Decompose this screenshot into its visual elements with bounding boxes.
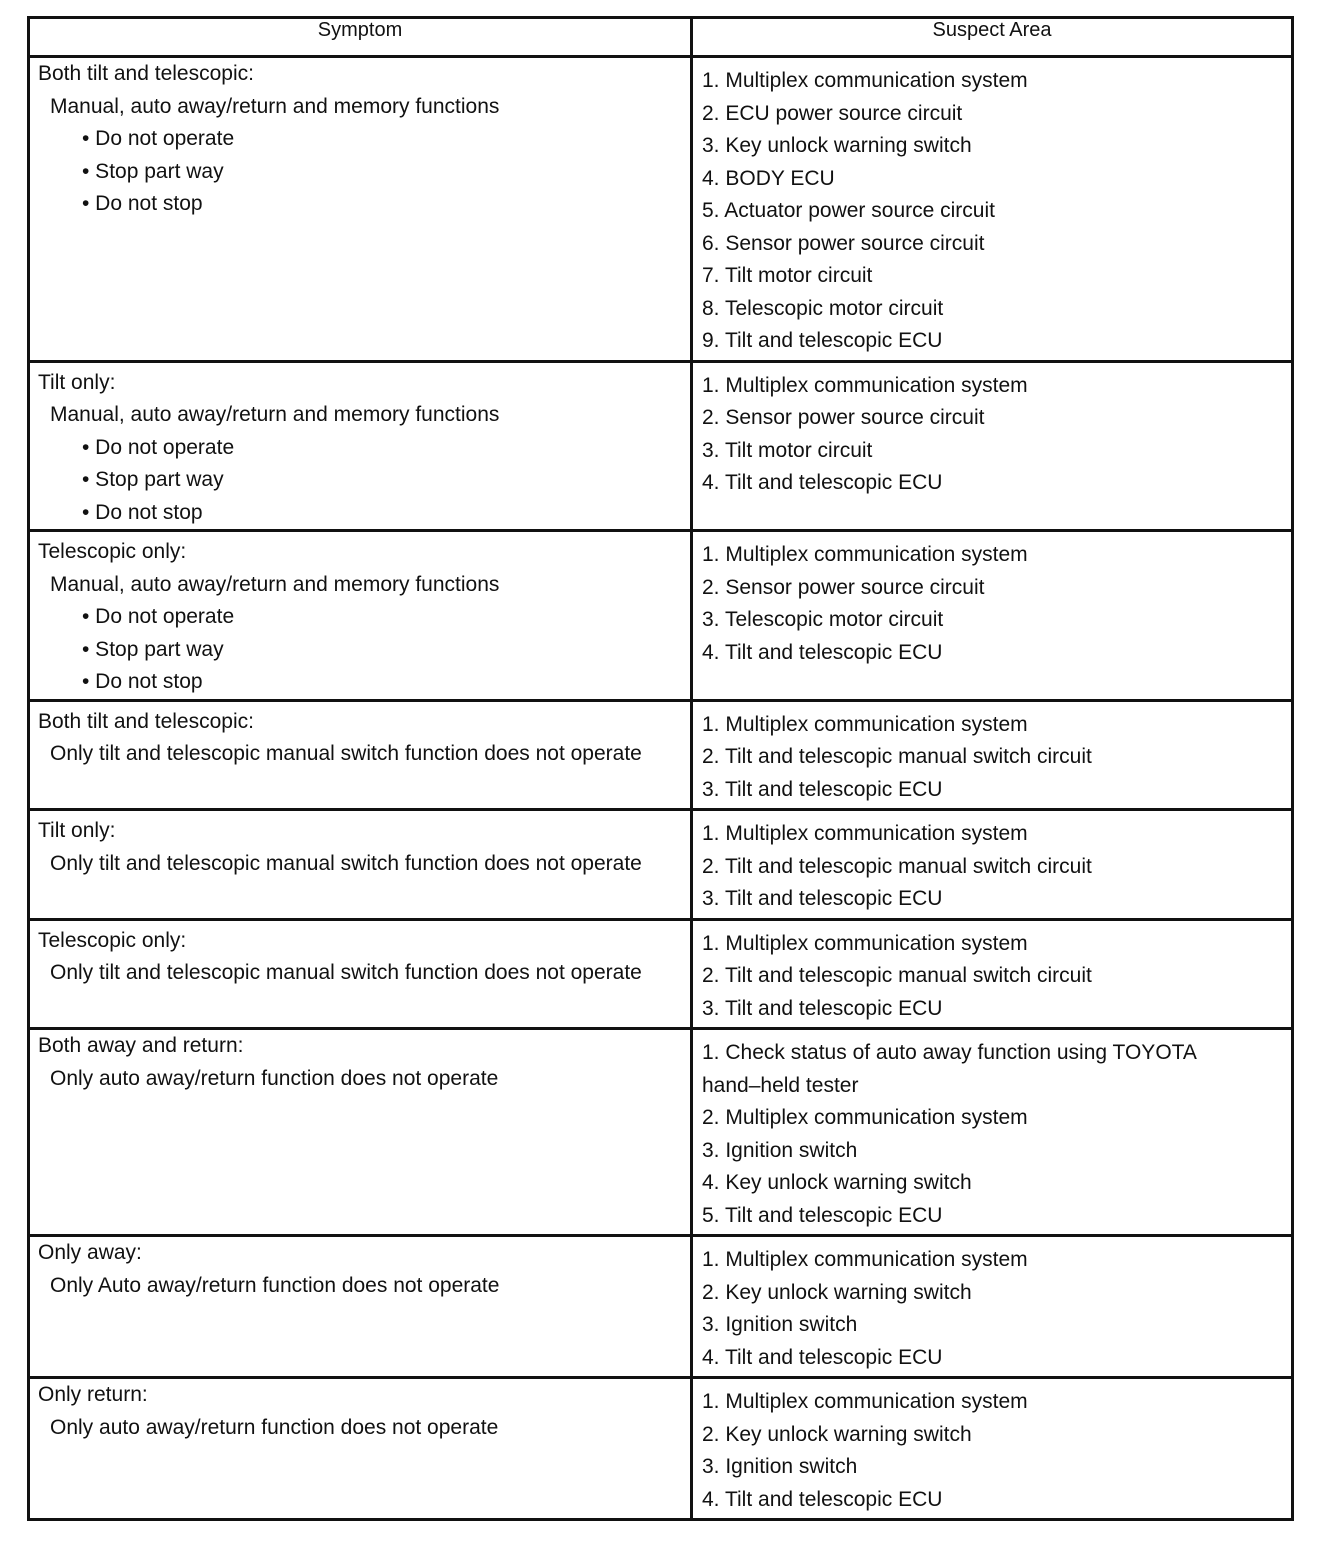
suspect-item: 1. Check status of auto away function using TOYOTA [702, 1041, 1197, 1064]
suspect-item: 2. Multiplex communication system [702, 1106, 1028, 1129]
suspect-item: 3. Key unlock warning switch [702, 134, 972, 157]
suspect-item: 4. Tilt and telescopic ECU [702, 1487, 943, 1511]
suspect-item: 1. Multiplex communication system [702, 822, 1028, 845]
suspect-item: 4. Key unlock warning switch [702, 1171, 972, 1194]
symptom-bullet: • Do not stop [82, 500, 203, 524]
table-row [29, 531, 1293, 701]
symptom-bullet: • Stop part way [82, 159, 224, 183]
suspect-item: 1. Multiplex communication system [702, 1248, 1028, 1271]
symptom-heading: Both tilt and telescopic: [38, 62, 254, 85]
suspect-item: 2. Sensor power source circuit [702, 575, 985, 599]
suspect-item: 9. Tilt and telescopic ECU [702, 329, 943, 352]
table-row [29, 361, 1293, 531]
suspect-item: 8. Telescopic motor circuit [702, 296, 944, 320]
suspect-area-cell [692, 531, 1293, 701]
symptom-heading: Only away: [38, 1241, 142, 1264]
suspect-area-cell [692, 810, 1293, 920]
suspect-item: 2. Tilt and telescopic manual switch circuit [702, 745, 1092, 768]
table-row [29, 919, 1293, 1029]
suspect-area-cell [692, 700, 1293, 810]
symptom-description: Manual, auto away/return and memory functions [50, 94, 500, 118]
symptom-description: Only auto away/return function does not operate [50, 1066, 499, 1090]
suspect-item: 2. Key unlock warning switch [702, 1280, 972, 1304]
symptom-heading: Telescopic only: [38, 928, 187, 952]
symptom-cell [29, 810, 692, 920]
symptom-heading: Telescopic only: [38, 540, 187, 563]
table-row [29, 810, 1293, 920]
suspect-item: 1. Multiplex communication system [702, 69, 1028, 92]
suspect-item: 6. Sensor power source circuit [702, 231, 985, 255]
suspect-item: 2. Key unlock warning switch [702, 1422, 972, 1446]
symptom-heading: Tilt only: [38, 370, 116, 394]
symptom-description: Manual, auto away/return and memory functions [50, 572, 500, 596]
symptom-cell [29, 57, 692, 362]
symptom-description: Only tilt and telescopic manual switch function does not operate [50, 851, 642, 875]
symptom-cell [29, 700, 692, 810]
symptom-bullet: • Do not operate [82, 435, 235, 459]
symptom-description: Only tilt and telescopic manual switch function does not operate [50, 961, 642, 984]
symptom-cell [29, 361, 692, 531]
suspect-item: 1. Multiplex communication system [702, 1390, 1028, 1413]
symptom-heading: Only return: [38, 1383, 148, 1406]
symptom-description: Manual, auto away/return and memory functions [50, 403, 500, 426]
suspect-area-cell [692, 1236, 1293, 1378]
suspect-item: 4. Tilt and telescopic ECU [702, 471, 943, 494]
symptom-description: Only Auto away/return function does not operate [50, 1273, 500, 1297]
suspect-item: 1. Multiplex communication system [702, 712, 1028, 736]
suspect-item: 4. Tilt and telescopic ECU [702, 640, 943, 664]
suspect-item: 5. Actuator power source circuit [702, 199, 995, 222]
problem-symptoms-table [27, 16, 1294, 1521]
suspect-item: 1. Multiplex communication system [702, 543, 1028, 566]
symptom-cell [29, 1236, 692, 1378]
suspect-area-cell [692, 919, 1293, 1029]
suspect-area-cell [692, 1029, 1293, 1236]
table-row [29, 1378, 1293, 1520]
suspect-area-cell [692, 1378, 1293, 1520]
table-header-row [29, 18, 1293, 57]
suspect-item: 4. BODY ECU [702, 166, 835, 190]
suspect-area-cell [692, 361, 1293, 531]
suspect-item: 2. Tilt and telescopic manual switch circuit [702, 854, 1092, 878]
symptom-cell [29, 1029, 692, 1236]
suspect-area-column-header: Suspect Area [692, 18, 1293, 57]
suspect-item: 3. Ignition switch [702, 1313, 858, 1336]
symptom-heading: Both away and return: [38, 1034, 244, 1057]
symptom-heading: Both tilt and telescopic: [38, 709, 254, 733]
suspect-item: 7. Tilt motor circuit [702, 264, 873, 287]
suspect-area-cell [692, 57, 1293, 362]
symptom-column-header: Symptom [29, 18, 692, 57]
symptom-cell [29, 919, 692, 1029]
table-row [29, 57, 1293, 362]
suspect-item: hand–held tester [702, 1073, 859, 1097]
symptom-bullet: • Do not stop [82, 192, 203, 215]
table-row [29, 700, 1293, 810]
symptom-bullet: • Stop part way [82, 468, 224, 491]
symptom-heading: Tilt only: [38, 819, 116, 842]
symptom-cell [29, 531, 692, 701]
suspect-item: 3. Tilt and telescopic ECU [702, 777, 943, 801]
suspect-item: 3. Telescopic motor circuit [702, 608, 944, 631]
symptom-bullet: • Do not operate [82, 127, 235, 150]
suspect-item: 3. Ignition switch [702, 1138, 858, 1162]
suspect-item: 3. Tilt and telescopic ECU [702, 996, 943, 1020]
symptom-bullet: • Stop part way [82, 637, 224, 661]
table-row [29, 1029, 1293, 1236]
suspect-item: 3. Tilt and telescopic ECU [702, 887, 943, 910]
suspect-item: 1. Multiplex communication system [702, 931, 1028, 955]
suspect-item: 1. Multiplex communication system [702, 373, 1028, 397]
suspect-item: 4. Tilt and telescopic ECU [702, 1345, 943, 1369]
symptom-cell [29, 1378, 692, 1520]
suspect-item: 3. Tilt motor circuit [702, 438, 873, 462]
symptom-description: Only tilt and telescopic manual switch function does not operate [50, 742, 642, 765]
table-row [29, 1236, 1293, 1378]
suspect-item: 2. Tilt and telescopic manual switch circuit [702, 964, 1092, 987]
suspect-item: 5. Tilt and telescopic ECU [702, 1203, 943, 1227]
suspect-item: 2. Sensor power source circuit [702, 406, 985, 429]
suspect-item: 2. ECU power source circuit [702, 101, 963, 125]
symptom-bullet: • Do not operate [82, 605, 235, 628]
suspect-item: 3. Ignition switch [702, 1455, 858, 1478]
symptom-description: Only auto away/return function does not operate [50, 1415, 499, 1439]
symptom-bullet: • Do not stop [82, 670, 203, 693]
